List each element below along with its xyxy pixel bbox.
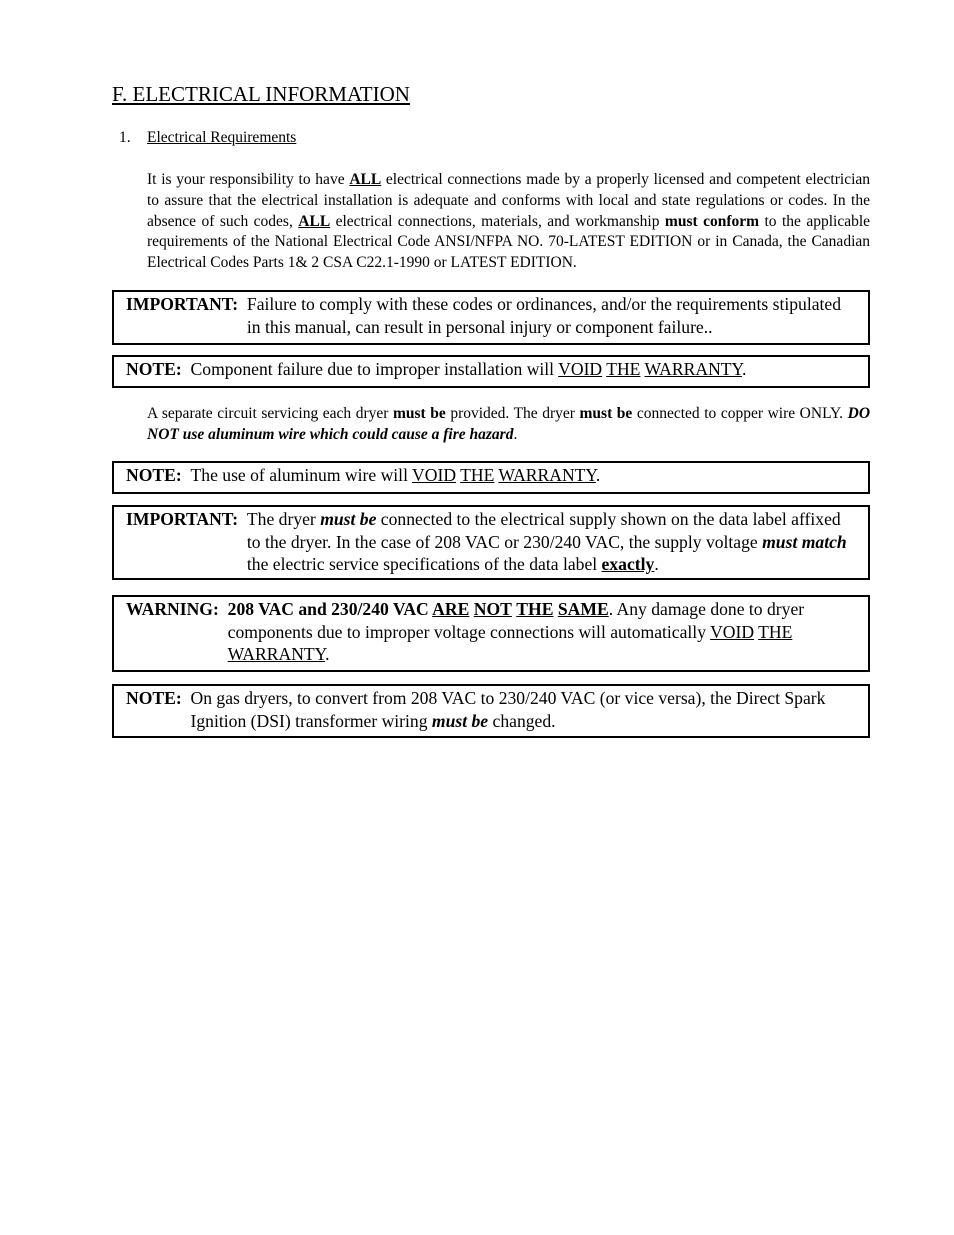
text-run: . <box>741 359 747 379</box>
underlined-word: THE <box>516 599 554 619</box>
note-box-warranty <box>112 355 870 388</box>
text-run: . <box>513 425 518 443</box>
text-run: . Any damage done to dryer components due to improper voltage connections will automatically <box>227 599 805 642</box>
warning-box-voltage <box>112 595 870 672</box>
underlined-word: VOID <box>710 621 755 642</box>
important-box-codes <box>112 290 870 345</box>
note-box-aluminum <box>112 461 870 494</box>
emphasis-must-be: must be <box>320 509 377 529</box>
emphasis-must-match: must match <box>762 531 847 552</box>
subsection-number: 1. <box>119 129 131 146</box>
emphasis-must-be: must be <box>579 405 633 422</box>
circuit-paragraph <box>147 404 870 446</box>
underlined-word: SAME <box>557 599 609 619</box>
emphasis-voltage: 208 VAC and 230/240 VAC <box>227 599 433 619</box>
underlined-word: THE <box>460 465 495 485</box>
text-run: It is your responsibility to have <box>147 171 350 188</box>
underlined-word: VOID <box>558 359 603 379</box>
text-run: Component failure due to improper installation will <box>190 359 559 379</box>
text-run: . <box>325 644 330 664</box>
note-box-gas-dryers <box>112 684 870 738</box>
box-text: Failure to comply with these codes or ordinances, and/or the requirements stipulated in this manual, can result in personal injury or component failure.. <box>246 294 842 337</box>
requirements-paragraph <box>147 170 870 274</box>
box-text <box>247 508 858 576</box>
box-label: NOTE: <box>126 359 191 379</box>
underlined-word: ARE <box>432 599 470 619</box>
box-text <box>228 598 858 666</box>
emphasis-exactly: exactly <box>601 554 655 574</box>
text-run: A separate circuit servicing each dryer <box>147 405 393 422</box>
underlined-word: WARRANTY <box>498 465 596 485</box>
underlined-word: WARRANTY <box>227 644 326 664</box>
text-run: electrical connections made by a properly licensed and competent electrician to assure that the electrical installation is adequate and conforms with local and state regulations or codes. In the absence of such codes, <box>147 171 871 230</box>
box-label: NOTE: <box>126 465 191 485</box>
section-title: F. ELECTRICAL INFORMATION <box>112 82 410 106</box>
important-box-supply <box>112 505 870 580</box>
emphasis-must-conform: must conform <box>664 212 760 230</box>
box-label: IMPORTANT: <box>126 509 247 529</box>
emphasis-all: ALL <box>349 171 382 188</box>
emphasis-must-be: must be <box>431 710 489 731</box>
fire-hazard-warning: DO NOT use aluminum wire which could cause a fire hazard <box>147 405 871 443</box>
underlined-word: NOT <box>473 599 512 619</box>
emphasis-must-be: must be <box>392 405 446 422</box>
underlined-word: WARRANTY <box>644 359 742 379</box>
text-run: provided. The dryer <box>445 405 580 422</box>
text-run: . <box>654 554 659 574</box>
text-run: the electric service specifications of the data label <box>246 554 602 574</box>
box-label: WARNING: <box>126 599 228 619</box>
underlined-word: VOID <box>412 465 457 485</box>
text-run: The dryer <box>246 509 321 529</box>
subsection-heading <box>119 129 296 147</box>
subsection-label: Electrical Requirements <box>147 129 297 146</box>
box-text <box>191 687 858 732</box>
box-text <box>191 358 858 381</box>
text-run: connected to copper wire ONLY. <box>632 405 848 422</box>
box-text <box>191 464 858 487</box>
box-label: NOTE: <box>126 688 191 708</box>
text-run: On gas dryers, to convert from 208 VAC to 230/240 VAC (or vice versa), the Direct Spark Ignition (DSI) transformer wiring <box>190 688 826 731</box>
underlined-word: THE <box>758 621 793 642</box>
text-run: electrical connections, materials, and workmanship <box>330 212 665 230</box>
text-run: changed. <box>488 710 556 731</box>
text-run: connected to the electrical supply shown on the data label affixed to the dryer. In the case of 208 VAC or 230/240 VAC, the supply voltage <box>246 509 841 552</box>
underlined-word: THE <box>606 359 641 379</box>
text-run: to the applicable requirements of the National Electrical Code ANSI/NFPA NO. 70-LATEST EDITION or in Canada, the Canadian Electrical Codes Parts 1& 2 CSA C22.1-1990 or LATEST EDITION. <box>147 212 871 272</box>
box-label: IMPORTANT: <box>126 294 247 314</box>
text-run: The use of aluminum wire will <box>190 465 413 485</box>
emphasis-all: ALL <box>298 212 331 230</box>
text-run: . <box>595 465 601 485</box>
